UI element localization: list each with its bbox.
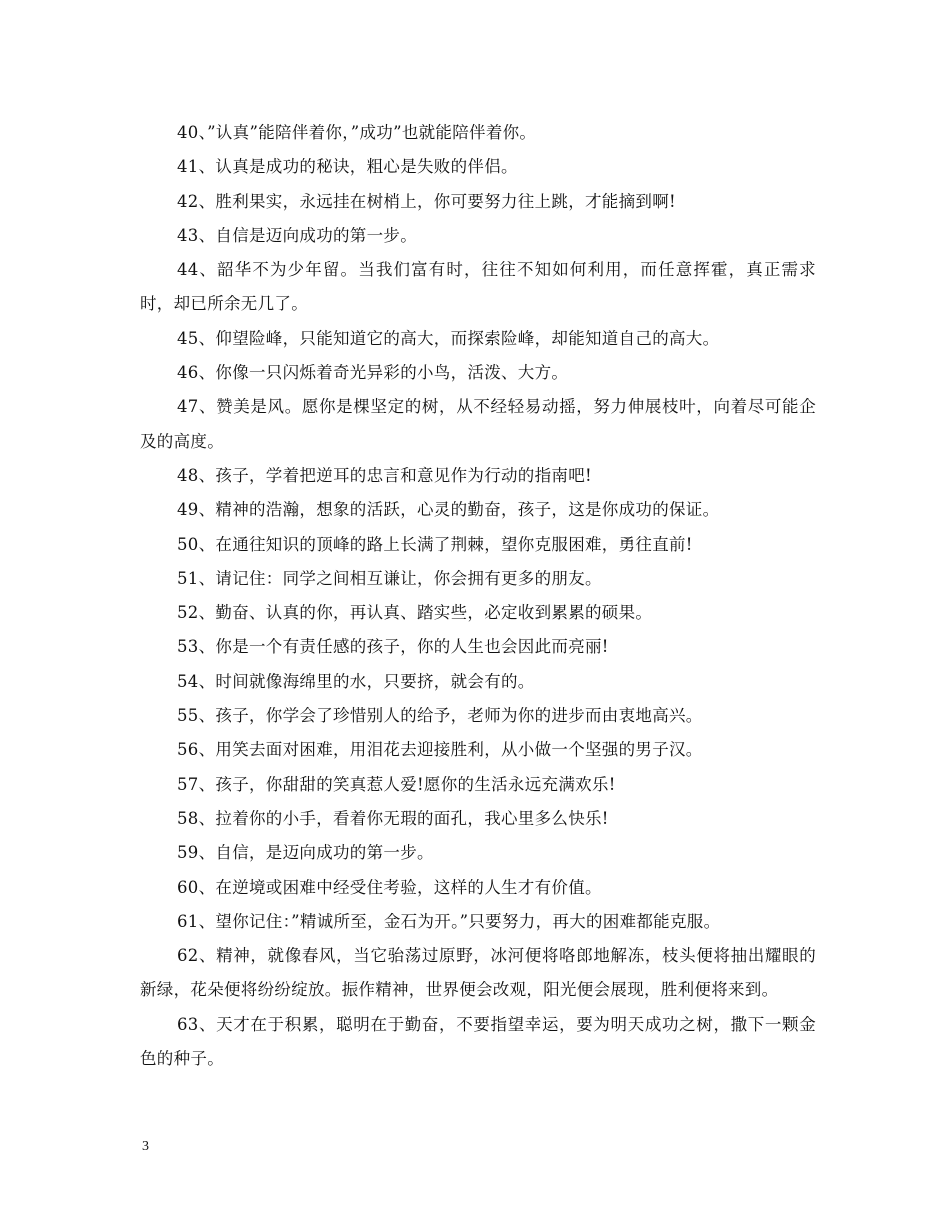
paragraph-56: 56、用笑去面对困难，用泪花去迎接胜利，从小做一个坚强的男子汉。: [177, 740, 703, 760]
paragraph-52: 52、勤奋、认真的你，再认真、踏实些，必定收到累累的硕果。: [177, 603, 653, 623]
paragraph-55: 55、孩子，你学会了珍惜别人的给予，老师为你的进步而由衷地高兴。: [177, 706, 703, 726]
paragraph-42: 42、胜利果实，永远挂在树梢上，你可要努力往上跳，才能摘到啊!: [177, 191, 676, 211]
paragraph-51: 51、请记住：同学之间相互谦让，你会拥有更多的朋友。: [177, 568, 602, 588]
paragraph-61: 61、望你记住：”精诚所至，金石为开。”只要努力，再大的困难都能克服。: [177, 911, 721, 931]
paragraph-44: 44、韶华不为少年留。当我们富有时，往往不知如何利用，而任意挥霍，真正需求时，却已所余无几了。: [140, 260, 816, 314]
paragraph-45: 45、仰望险峰，只能知道它的高大，而探索险峰，却能知道自己的高大。: [177, 328, 720, 348]
paragraph-57: 57、孩子，你甜甜的笑真惹人爱!愿你的生活永远充满欢乐!: [177, 774, 616, 794]
paragraph-58: 58、拉着你的小手，看着你无瑕的面孔，我心里多么快乐!: [177, 808, 609, 828]
paragraph-49: 49、精神的浩瀚，想象的活跃，心灵的勤奋，孩子，这是你成功的保证。: [177, 500, 720, 520]
paragraph-41: 41、认真是成功的秘诀，粗心是失败的伴侣。: [177, 157, 518, 177]
paragraph-40: 40、”认真”能陪伴着你，”成功”也就能陪伴着你。: [177, 123, 537, 142]
paragraph-53: 53、你是一个有责任感的孩子，你的人生也会因此而亮丽!: [177, 637, 609, 657]
paragraph-60: 60、在逆境或困难中经受住考验，这样的人生才有价值。: [177, 877, 602, 897]
paragraph-59: 59、自信，是迈向成功的第一步。: [177, 843, 434, 863]
paragraph-47: 47、赞美是风。愿你是棵坚定的树，从不经轻易动摇，努力伸展枝叶，向着尽可能企及的高度。: [140, 397, 816, 451]
document-body: [140, 116, 816, 1076]
paragraph-46: 46、你像一只闪烁着奇光异彩的小鸟，活泼、大方。: [177, 363, 569, 383]
page-number: 3: [142, 1139, 149, 1154]
paragraph-62: 62、精神，就像春风，当它骀荡过原野，冰河便将咯郎地解冻，枝头便将抽出耀眼的新绿，花朵便将纷纷绽放。振作精神，世界便会改观，阳光便会展现，胜利便将来到。: [140, 946, 816, 1000]
paragraph-54: 54、时间就像海绵里的水，只要挤，就会有的。: [177, 671, 535, 691]
paragraph-43: 43、自信是迈向成功的第一步。: [177, 225, 417, 245]
paragraph-50: 50、在通往知识的顶峰的路上长满了荆棘，望你克服困难，勇往直前!: [177, 534, 693, 554]
paragraph-63: 63、天才在于积累，聪明在于勤奋，不要指望幸运，要为明天成功之树，撒下一颗金色的种子。: [140, 1014, 816, 1069]
paragraph-48: 48、孩子，学着把逆耳的忠言和意见作为行动的指南吧!: [177, 465, 592, 485]
